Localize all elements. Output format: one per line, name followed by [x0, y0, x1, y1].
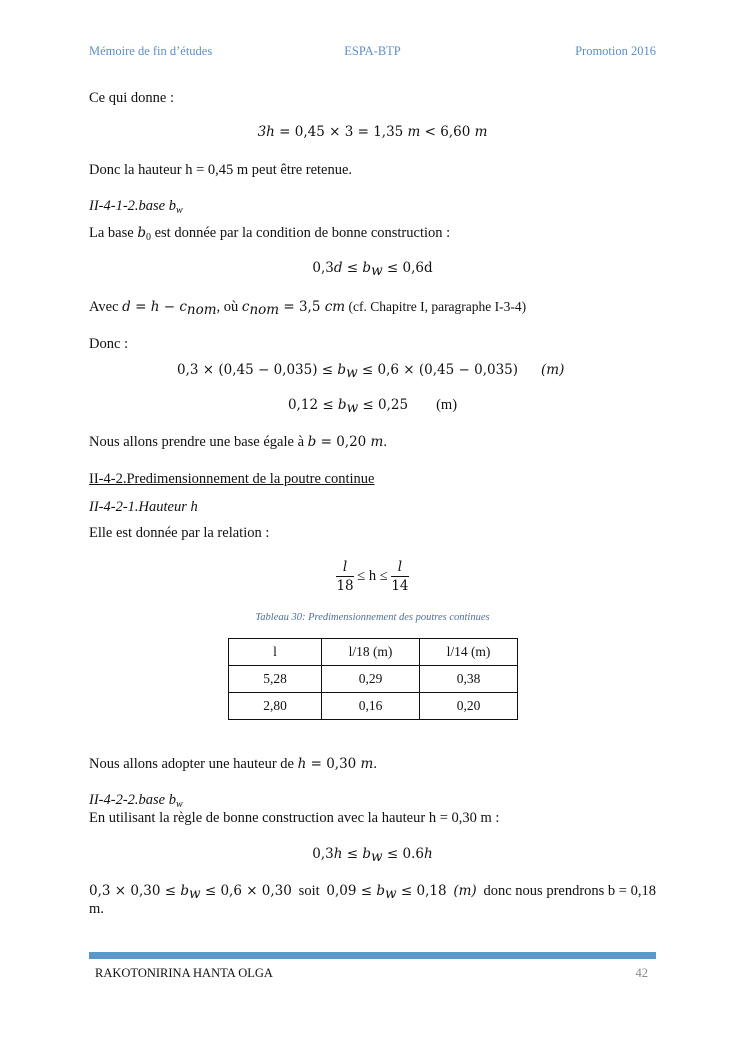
header-center: ESPA-BTP — [344, 44, 401, 58]
footer-bar — [89, 952, 656, 959]
paragraph-hauteur-retenue: Donc la hauteur h = 0,45 m peut être retenue. — [89, 162, 353, 178]
paragraph-regle: En utilisant la règle de bonne construction avec la hauteur h = 0,30 m : — [89, 810, 500, 826]
subheading-hauteur: II-4-2-1.Hauteur h — [89, 499, 198, 515]
paragraph-base-choice: Nous allons prendre une base égale à b = 0,20 m. — [89, 434, 387, 450]
table-cell: 5,28 — [229, 666, 322, 693]
paragraph-base-b0: La base $b_0$ est donnée par la condition de bonne construction : — [89, 225, 451, 243]
table-header-cell: l/14 (m) — [420, 639, 518, 666]
equation-bw-result: $0,12 \le b_w \le 0,25$ (m) — [287, 397, 458, 416]
equation-base-condition: $0,3d \le b_w \le 0,6d$ — [312, 260, 433, 279]
footer-author: RAKOTONIRINA HANTA OLGA — [95, 966, 273, 980]
header-right: Promotion 2016 — [575, 44, 656, 58]
equation-regle: $0,3h \le b_w \le 0.6h$ — [312, 846, 433, 865]
heading-base-bw-1: II-4-1-2.base $b_w$ — [89, 198, 183, 216]
paragraph-relation: Elle est donnée par la relation : — [89, 525, 270, 541]
table-cell: 0,20 — [420, 693, 518, 720]
table-cell: 0,29 — [322, 666, 420, 693]
section-heading-poutre-continue: II-4-2.Predimensionnement de la poutre continue — [89, 471, 375, 487]
equation-bw-range-unit: (m) — [541, 362, 565, 378]
paragraph-ce-qui-donne: Ce qui donne : — [89, 90, 174, 106]
table-cell: 0,16 — [322, 693, 420, 720]
paragraph-avec-d: Avec $d = h - c_{nom}$, où $c_{nom} = 3,5$ cm (cf. Chapitre I, paragraphe I-3-4) — [89, 299, 527, 318]
paragraph-final: $0,3 \times 0,30 \le b_w \le 0,6 \times 0,30$ soit $0,09 \le b_w \le 0,18$ (m) donc nous prendrons b = 0,18 m. — [89, 883, 656, 917]
table-row — [229, 693, 518, 720]
paragraph-donc: Donc : — [89, 336, 129, 352]
table-header-row — [229, 639, 518, 666]
equation-3h: 3h = 0,45 × 3 = 1,35 m < 6,60 m — [257, 124, 488, 140]
paragraph-hauteur-choice: Nous allons adopter une hauteur de h = 0,30 m. — [89, 756, 377, 772]
table-header-cell: l/18 (m) — [322, 639, 420, 666]
table-predimensionnement — [228, 638, 518, 720]
header-left: Mémoire de fin d’études — [89, 44, 213, 58]
page-number: 42 — [635, 966, 648, 980]
equation-fraction: $\frac{l}{18}$ ≤ h ≤ $\frac{l}{14}$ — [336, 559, 409, 594]
table-row — [229, 666, 518, 693]
heading-base-bw-2: II-4-2-2.base $b_w$ — [89, 792, 183, 810]
table-caption: Tableau 30: Predimensionnement des poutres continues — [255, 612, 490, 623]
equation-bw-range: $0,3 \times (0,45 - 0,035) \le b_w \le 0,6 \times (0,45 - 0,035)$ — [177, 362, 519, 381]
table-cell: 0,38 — [420, 666, 518, 693]
table-cell: 2,80 — [229, 693, 322, 720]
table-header-cell: l — [229, 639, 322, 666]
